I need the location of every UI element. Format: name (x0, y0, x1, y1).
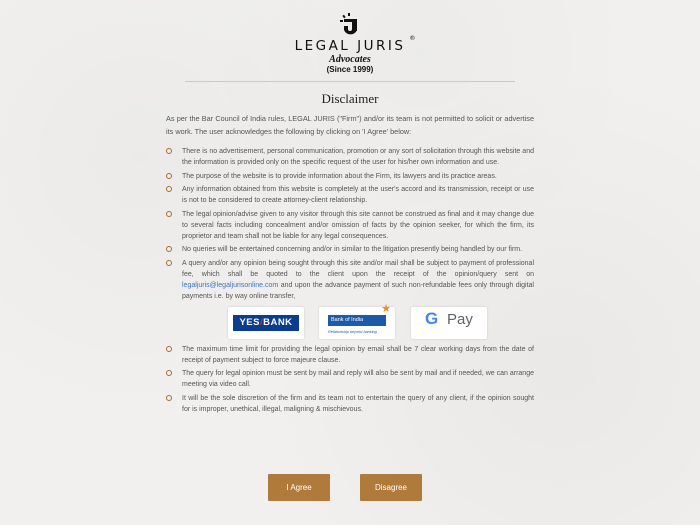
point-text: The legal opinion/advise given to any visitor through this site cannot be construed as final and it may change due to several facts including concealment and/or omission of facts by the opinion seeker, for which the firm, its proprietor and team shall not be liable for any legal consequences. (182, 210, 534, 240)
payment-methods (182, 302, 534, 341)
disclaimer-points (166, 146, 534, 417)
yes-bank-mark (233, 315, 299, 331)
agree-button[interactable]: I Agree (268, 474, 330, 501)
brand-logo (0, 12, 700, 74)
point-text: The purpose of the website is to provide information about the Firm, its lawyers and its practice areas. (182, 172, 497, 180)
brand-subtitle: Advocates (329, 54, 371, 65)
bullet-circle-icon (166, 260, 172, 266)
legal-juris-logo-icon (339, 12, 361, 36)
header-divider (185, 81, 515, 82)
bank-of-india-logo (319, 302, 395, 339)
yes-bank-logo (228, 307, 304, 339)
list-item (166, 171, 534, 182)
bullet-circle-icon (166, 346, 172, 352)
yes-bank-right: BANK (263, 316, 293, 328)
list-item-payment (166, 258, 534, 341)
brand-since: (Since 1999) (326, 65, 374, 74)
brand-name (294, 35, 416, 54)
list-item (166, 244, 534, 255)
list-item (166, 184, 534, 206)
yes-bank-left: YES (239, 316, 260, 328)
star-icon: ★ (381, 302, 391, 315)
list-item (166, 146, 534, 168)
disclaimer-title: Disclaimer (321, 91, 379, 106)
bullet-circle-icon (166, 211, 172, 217)
bank-of-india-tagline: Relationship beyond banking (328, 329, 377, 334)
list-item (166, 344, 534, 366)
brand-name-text: LEGAL JURIS (294, 38, 406, 54)
list-item (166, 393, 534, 415)
registered-mark: ® (409, 35, 416, 42)
bank-of-india-name: Bank of India (328, 315, 386, 326)
point-text: Any information obtained from this website is completely at the user's accord and its transmission, receipt or use is not to be considered to create attorney-client relationship. (182, 185, 534, 205)
yes-bank-slash: / (259, 316, 264, 328)
bullet-circle-icon (166, 186, 172, 192)
point-text: The maximum time limit for providing the legal opinion by email shall be 7 clear working days from the date of receipt of payment subject to force majeure clause. (182, 345, 534, 364)
point-text: The query for legal opinion must be sent by mail and reply will also be sent by mail and if needed, we can arrange meeting via video call. (182, 370, 534, 389)
email-link[interactable]: legaljuris@legaljurisonline.com (182, 282, 279, 290)
point-text: No queries will be entertained concerning and/or in similar to the litigation presently being handled by our firm. (182, 246, 523, 254)
bullet-circle-icon (166, 173, 172, 179)
bullet-circle-icon (166, 148, 172, 154)
payment-text-before: A query and/or any opinion being sought through this site and/or mail shall be subject to payment of professional fee, which shall be quoted to the client upon the receipt of the opinion/query sent on (182, 259, 534, 278)
bullet-circle-icon (166, 370, 172, 376)
payment-text-after: and upon the advance payment of such non-refundable fees only through digital payments i.e. by way online transfer, (182, 282, 534, 301)
bullet-circle-icon (166, 395, 172, 401)
list-item (166, 368, 534, 390)
bullet-circle-icon (166, 246, 172, 252)
list-item (166, 209, 534, 243)
google-g-icon: G (425, 308, 439, 328)
disagree-button[interactable]: Disagree (360, 474, 422, 501)
point-text: It will be the sole discretion of the firm and its team not to entertain the query of any client, if the opinion sought for is improper, unethical, illegal, maligning & mischievous. (182, 394, 534, 413)
point-text: There is no advertisement, personal communication, promotion or any sort of solicitation through this website and the information is provided only on the specific request of the user for his/her own information and use. (182, 148, 534, 167)
google-pay-label: Pay (447, 310, 473, 328)
google-pay-logo (411, 307, 487, 339)
disclaimer-intro: As per the Bar Council of India rules, LEGAL JURIS ("Firm") and/or its team is not permitted to solicit or advertise its work. The user acknowledges the following by clicking on 'I Agree' below: (166, 114, 534, 136)
